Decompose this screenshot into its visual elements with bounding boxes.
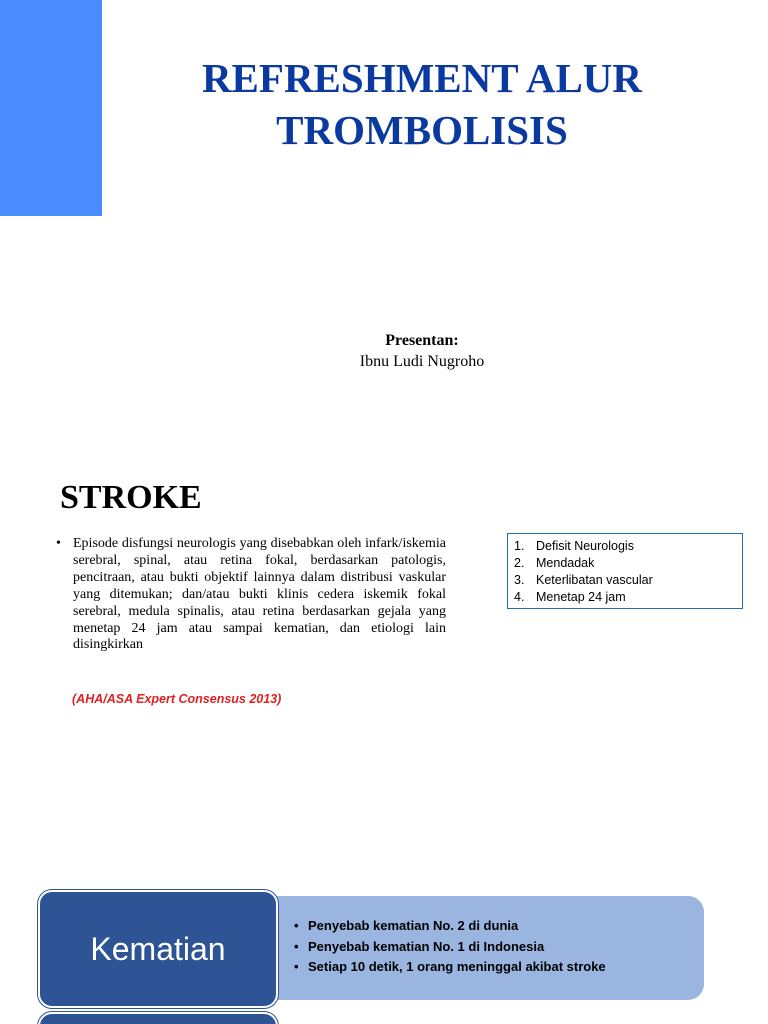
- bullet-dot: •: [294, 938, 299, 954]
- list-item: [294, 916, 684, 937]
- list-number: 4.: [514, 590, 525, 604]
- list-label: Setiap 10 detik, 1 orang meninggal akibat stroke: [308, 959, 606, 974]
- kematian-card: [38, 890, 278, 1008]
- accent-bar: [0, 0, 102, 216]
- definition-bullet: [56, 536, 446, 654]
- list-item: [514, 572, 736, 589]
- presenter-block: [222, 330, 622, 372]
- list-number: 3.: [514, 573, 525, 587]
- list-label: Penyebab kematian No. 1 di Indonesia: [308, 938, 545, 954]
- next-card: [38, 1012, 278, 1024]
- list-label: Penyebab kematian No. 2 di dunia: [308, 918, 519, 933]
- presenter-label: Presentan:: [385, 332, 459, 349]
- kematian-details: [272, 896, 704, 1000]
- kematian-label: Kematian: [90, 930, 226, 967]
- list-item: [514, 589, 736, 606]
- list-item: [294, 937, 684, 958]
- bullet-dot: •: [294, 959, 299, 974]
- list-item: [514, 538, 736, 555]
- title-slide: [0, 0, 768, 420]
- list-label: Menetap 24 jam: [536, 590, 626, 604]
- slide-title: REFRESHMENT ALUR TROMBOLISIS: [201, 55, 643, 153]
- list-label: Keterlibatan vascular: [536, 573, 653, 587]
- definition-text: Episode disfungsi neurologis yang disebabkan oleh infark/iskemia serebral, spinal, atau retina fokal, berdasarkan patologis, pencitraan, atau bukti objektif lainnya dalam distribusi vaskular yang ditemukan; dan/atau bukti klinis cedera iskemik fokal serebral, medula spinalis, atau retina berdasarkan gejala yang menetap 24 jam atau sampai kematian, dan etiologi lain disingkirkan: [73, 536, 446, 653]
- presenter-name: Ibnu Ludi Nugroho: [359, 353, 485, 370]
- list-label: Defisit Neurologis: [536, 539, 634, 553]
- list-item: [294, 957, 684, 978]
- list-number: 1.: [514, 539, 525, 553]
- list-number: 2.: [514, 556, 525, 570]
- stroke-heading: STROKE: [60, 479, 202, 516]
- criteria-list: [507, 533, 743, 609]
- bullet-dot: •: [294, 918, 299, 933]
- citation: (AHA/ASA Expert Consensus 2013): [72, 692, 282, 706]
- list-label: Mendadak: [536, 556, 595, 570]
- stroke-slide: [0, 440, 768, 1024]
- list-item: [514, 555, 736, 572]
- bullet-dot: •: [56, 536, 61, 551]
